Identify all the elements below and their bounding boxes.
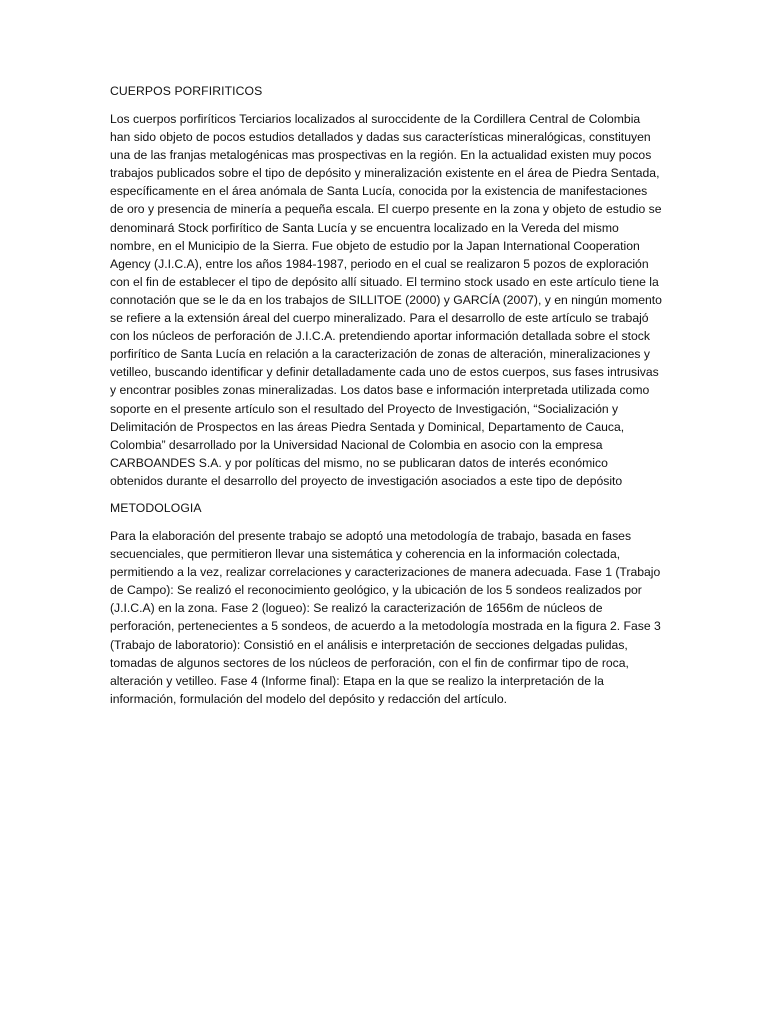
section-paragraph-metodologia: Para la elaboración del presente trabajo se adoptó una metodología de trabajo, basada en fases secuenciales, que permitieron llevar una sistemática y coherencia en la información colectada, permitiendo a la vez, realizar correlaciones y caracterizaciones de manera adecuada. Fase 1 (Trabajo de Campo): Se realizó el reconocimiento geológico, y la ubicación de los 5 sondeos realizados por (J.I.C.A) en la zona. Fase 2 (logueo): Se realizó la caracterización de 1656m de núcleos de perforación, pertenecientes a 5 sondeos, de acuerdo a la metodología mostrada en la figura 2. Fase 3 (Trabajo de laboratorio): Consistió en el análisis e interpretación de secciones delgadas pulidas, tomadas de algunos sectores de los núcleos de perforación, con el fin de confirmar tipo de roca, alteración y vetilleo. Fase 4 (Informe final): Etapa en la que se realizo la interpretación de la información, formulación del modelo del depósito y redacción del artículo. <box>110 528 661 706</box>
section-heading-cuerpos-porfiriticos: CUERPOS PORFIRITICOS <box>110 84 263 98</box>
section-paragraph-cuerpos-porfiriticos: Los cuerpos porfiríticos Terciarios localizados al suroccidente de la Cordillera Central de Colombia han sido objeto de pocos estudios detallados y dadas sus características mineralógicas, constituyen una de las franjas metalogénicas mas prospectivas en la región. En la actualidad existen muy pocos trabajos publicados sobre el tipo de depósito y mineralización existente en el área de Piedra Sentada, específicamente en el área anómala de Santa Lucía, conocida por la existencia de manifestaciones de oro y presencia de minería a pequeña escala. El cuerpo presente en la zona y objeto de estudio se denominará Stock porfirítico de Santa Lucía y se encuentra localizado en la Vereda del mismo nombre, en el Municipio de la Sierra. Fue objeto de estudio por la Japan International Cooperation Agency (J.I.C.A), entre los años 1984-1987, periodo en el cual se realizaron 5 pozos de exploración con el fin de establecer el tipo de depósito allí situado. El termino stock usado en este artículo tiene la connotación que se le da en los trabajos de SILLITOE (2000) y GARCÍA (2007), y en ningún momento se refiere a la extensión áreal del cuerpo mineralizado. Para el desarrollo de este artículo se trabajó con los núcleos de perforación de J.I.C.A. pretendiendo aportar información detallada sobre el stock porfirítico de Santa Lucía en relación a la caracterización de zonas de alteración, mineralizaciones y vetilleo, buscando identificar y definir detalladamente cada uno de estos cuerpos, sus fases intrusivas y encontrar posibles zonas mineralizadas. Los datos base e información interpretada utilizada como soporte en el presente artículo son el resultado del Proyecto de Investigación, “Socialización y Delimitación de Prospectos en las áreas Piedra Sentada y Dominical, Departamento de Cauca, Colombia” desarrollado por la Universidad Nacional de Colombia en asocio con la empresa CARBOANDES S.A. y por políticas del mismo, no se publicaran datos de interés económico obtenidos durante el desarrollo del proyecto de investigación asociados a este tipo de depósito <box>110 112 662 488</box>
section-heading-metodologia: METODOLOGIA <box>110 500 202 515</box>
document-body <box>110 84 662 720</box>
